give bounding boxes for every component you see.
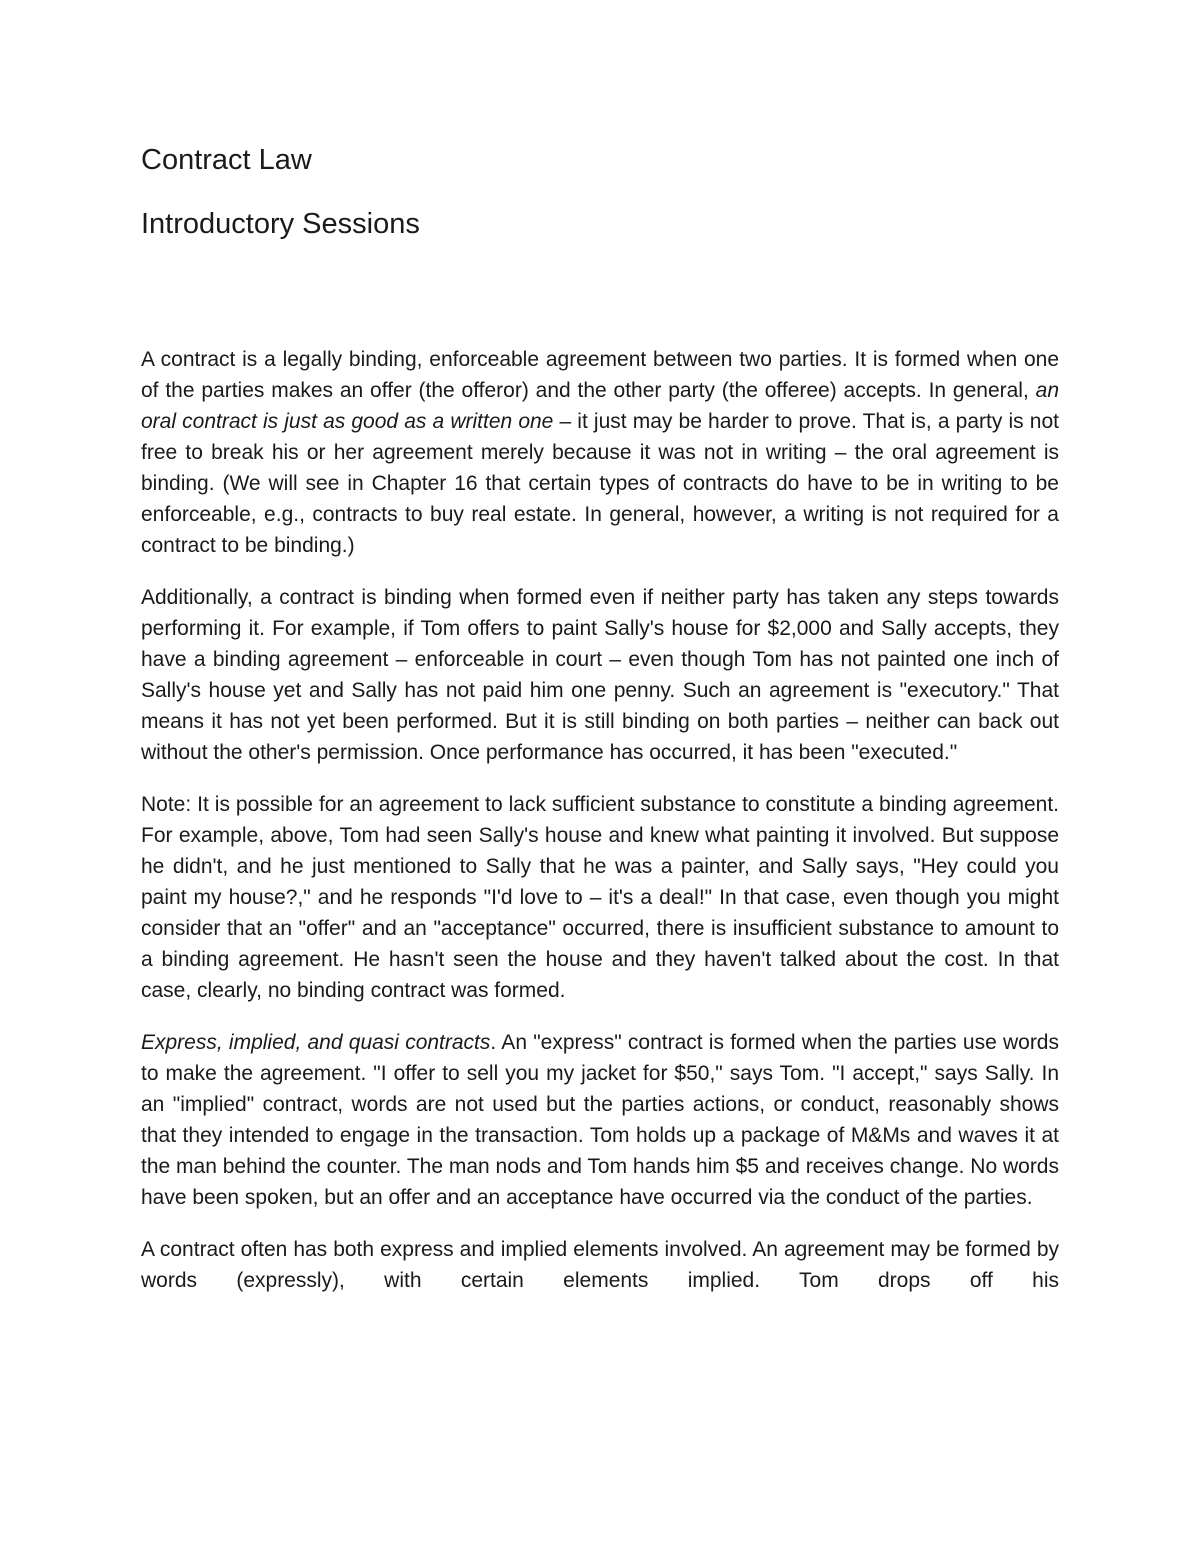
document-subtitle: Introductory Sessions bbox=[141, 208, 420, 240]
document-body bbox=[141, 344, 1059, 1296]
document-title: Contract Law bbox=[141, 144, 312, 176]
paragraph-contract-definition bbox=[141, 344, 1059, 561]
section-heading-italic: Express, implied, and quasi contracts bbox=[141, 1031, 491, 1054]
paragraph-text: A contract is a legally binding, enforceable agreement between two parties. It is formed when one of the parties makes an offer (the offeror) and the other party (the offeree) accepts. In general, bbox=[141, 348, 1059, 402]
emphasis-text: an oral contract is just as good as a written one bbox=[141, 379, 1059, 433]
paragraph-text: . An "express" contract is formed when the parties use words to make the agreement. "I offer to sell you my jacket for $50," says Tom. "I accept," says Sally. In an "implied" contract, words are not used but the parties actions, or conduct, reasonably shows that they intended to engage in the transaction. Tom holds up a package of M&Ms and waves it at the man behind the counter. The man nods and Tom hands him $5 and receives change. No words have been spoken, but an offer and an acceptance have occurred via the conduct of the parties. bbox=[141, 1031, 1059, 1209]
paragraph-express-implied bbox=[141, 1027, 1059, 1213]
paragraph-executory-contract: Additionally, a contract is binding when formed even if neither party has taken any steps towards performing it. For example, if Tom offers to paint Sally's house for $2,000 and Sally accepts, they have a binding agreement – enforceable in court – even though Tom has not painted one inch of Sally's house yet and Sally has not paid him one penny. Such an agreement is "executory." That means it has not yet been performed. But it is still binding on both parties – neither can back out without the other's permission. Once performance has occurred, it has been "executed." bbox=[141, 586, 1059, 764]
paragraph-note: Note: It is possible for an agreement to lack sufficient substance to constitute a binding agreement. For example, above, Tom had seen Sally's house and knew what painting it involved. But suppose he didn't, and he just mentioned to Sally that he was a painter, and Sally says, "Hey could you paint my house?," and he responds "I'd love to – it's a deal!" In that case, even though you might consider that an "offer" and an "acceptance" occurred, there is insufficient substance to amount to a binding agreement. He hasn't seen the house and they haven't talked about the cost. In that case, clearly, no binding contract was formed. bbox=[141, 793, 1059, 1002]
document-content bbox=[141, 140, 1059, 1317]
paragraph-mixed-elements: A contract often has both express and implied elements involved. An agreement may be formed by words (expressly), with certain elements implied. Tom drops off his bbox=[141, 1238, 1059, 1292]
paragraph-text: – it just may be harder to prove. That is, a party is not free to break his or her agreement merely because it was not in writing – the oral agreement is binding. (We will see in Chapter 16 that certain types of contracts do have to be in writing to be enforceable, e.g., contracts to buy real estate. In general, however, a writing is not required for a contract to be binding.) bbox=[141, 410, 1059, 557]
